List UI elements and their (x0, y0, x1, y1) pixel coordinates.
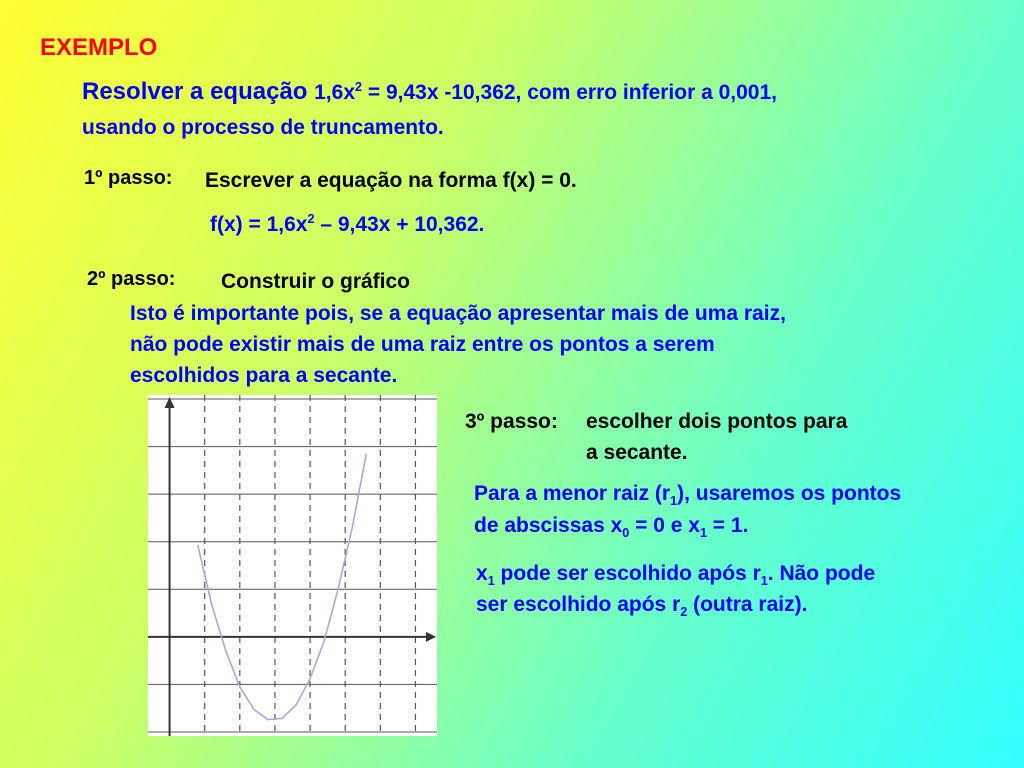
smaller-root-paragraph-line2: de abscissas $x_0 = 0$ e $x_1 = 1$. (474, 514, 749, 541)
function-curve (198, 454, 367, 720)
problem-equation: $1,6x^2 = 9,43x$ -10,362, com erro inferior a 0,001, (314, 80, 778, 104)
step1-text: Escrever a equação na forma f(x) = 0. (205, 169, 577, 192)
step2-note-line2: não pode existir mais de uma raiz entre os pontos a serem (130, 333, 715, 356)
problem-statement-line2: usando o processo de truncamento. (82, 116, 444, 139)
problem-lead: Resolver a equação (82, 78, 308, 105)
step1-label: 1º passo: (84, 167, 173, 189)
step1-equation: $f(x) = 1,6x^2 - 9,43x + 10,362$. (210, 212, 485, 236)
step2-note-line3: escolhidos para a secante. (130, 364, 398, 387)
smaller-root-paragraph-line1: Para a menor raiz $(r_1)$, usaremos os pontos (474, 482, 902, 509)
function-graph (148, 395, 437, 736)
problem-statement-line1 (82, 78, 777, 106)
step2-note-line1: Isto é importante pois, se a equação apresentar mais de uma raiz, (130, 302, 786, 325)
step3-text: escolher dois pontos para (586, 410, 848, 433)
step2-text: Construir o gráfico (221, 270, 411, 293)
x1-choice-paragraph-line2: ser escolhido após $r_2$ (outra raiz). (476, 593, 808, 620)
step3-label: 3º passo: (465, 410, 558, 433)
x1-choice-paragraph-line1: $x_1$ pode ser escolhido após $r_1$. Não pode (476, 562, 876, 589)
step3-text-line2: a secante. (586, 441, 688, 464)
slide-title: EXEMPLO (40, 34, 158, 61)
x-axis-arrow (426, 632, 436, 642)
step2-label: 2º passo: (87, 268, 176, 290)
